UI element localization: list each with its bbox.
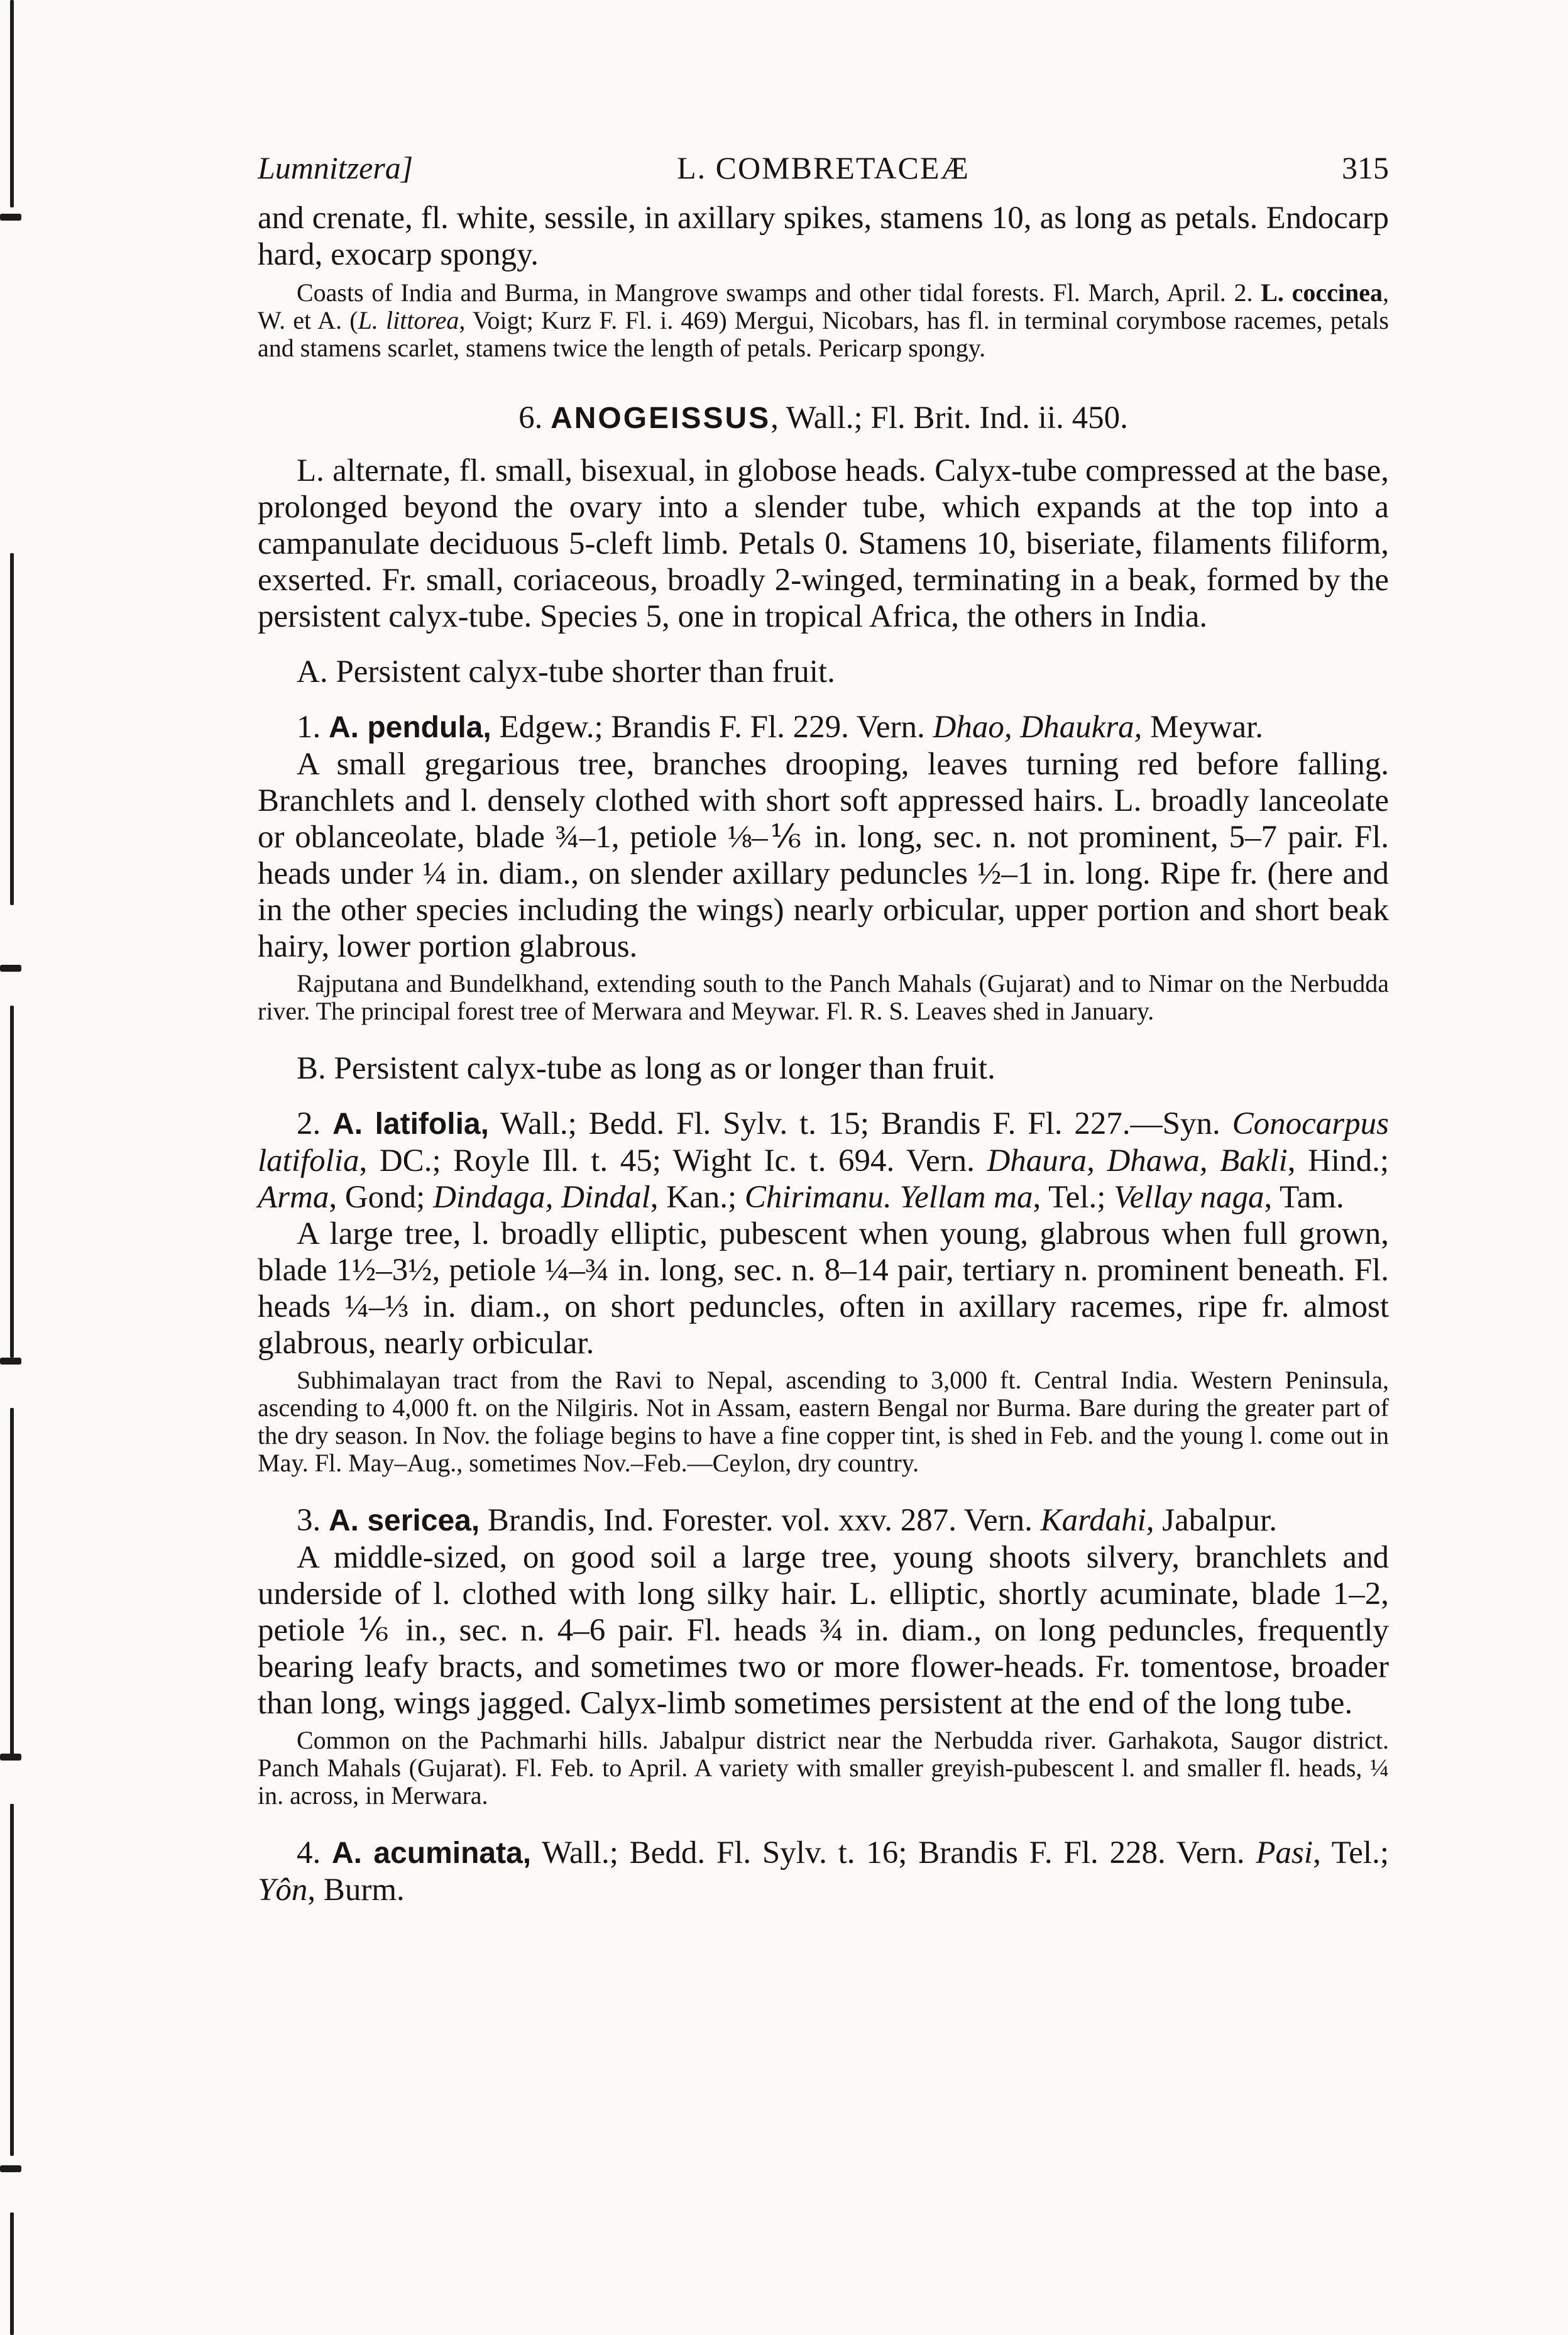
key-b: B. Persistent calyx-tube as long as or longer than fruit. bbox=[297, 1051, 995, 1086]
genus-description: L. alternate, fl. small, bisexual, in globose heads. Calyx-tube compressed at the base, prolonged beyond the ovary into a slender tube, which expands at the top into a campanulate deciduous 5-cleft limb. Petals 0. Stamens 10, biseriate, filaments filiform, exserted. Fr. small, coriaceous, broadly 2-winged, terminating in a beak, formed by the persistent calyx-tube. Species 5, one in tropical Africa, the others in India. bbox=[258, 453, 1389, 634]
scan-binding-edge bbox=[0, 0, 25, 2335]
species-2-heading: 2. A. latifolia, Wall.; Bedd. Fl. Sylv. t. 15; Brandis F. Fl. 227.—Syn. Conocarpus latifolia, DC.; Royle Ill. t. 45; Wight Ic. t. 694. Vern. Dhaura, Dhawa, Bakli, Hind.; Arma, Gond; Dindaga, Dindal, Kan.; Chirimanu. Yellam ma, Tel.; Vellay naga, Tam. bbox=[258, 1106, 1390, 1215]
species-1-note: Rajputana and Bundelkhand, extending south to the Panch Mahals (Gujarat) and to Nimar on the Nerbudda river. The principal forest tree of Merwara and Meywar. Fl. R. S. Leaves shed in January. bbox=[258, 969, 1389, 1025]
species-2-note: Subhimalayan tract from the Ravi to Nepal, ascending to 3,000 ft. Central India. Western Peninsula, ascending to 4,000 ft. on the Nilgiris. Not in Assam, eastern Bengal nor Burma. Bare during the greater part of the dry season. In Nov. the foliage begins to have a fine copper tint, is shed in Feb. and the young l. come out in May. Fl. May–Aug., sometimes Nov.–Feb.—Ceylon, dry country. bbox=[258, 1366, 1389, 1477]
species-3-note: Common on the Pachmarhi hills. Jabalpur district near the Nerbudda river. Garhakota, Saugor district. Panch Mahals (Gujarat). Fl. Feb. to April. A variety with smaller greyish-pubescent l. and smaller fl. heads, ¼ in. across, in Merwara. bbox=[258, 1726, 1389, 1810]
continuation-note: Coasts of India and Burma, in Mangrove swamps and other tidal forests. Fl. March, April. 2. L. coccinea, W. et A. (L. littorea, Voigt; Kurz F. Fl. i. 469) Mergui, Nicobars, has fl. in terminal corymbose racemes, petals and stamens scarlet, stamens twice the length of petals. Pericarp spongy. bbox=[258, 278, 1389, 362]
species-1-name: A. pendula, bbox=[329, 711, 491, 744]
species-3-name: A. sericea, bbox=[329, 1504, 480, 1537]
genus-name: ANOGEISSUS bbox=[551, 402, 771, 435]
species-1-heading: 1. A. pendula, Edgew.; Brandis F. Fl. 229. Vern. Dhao, Dhaukra, Meywar. bbox=[297, 710, 1264, 745]
page-number: 315 bbox=[1342, 150, 1389, 185]
species-1-description: A small gregarious tree, branches drooping, leaves turning red before falling. Branchlets and l. densely clothed with short soft appressed hairs. L. broadly lanceolate or oblanceolate, blade ¾–1, petiole ⅛–⅙ in. long, sec. n. not prominent, 5–7 pair. Fl. heads under ¼ in. diam., on slender axillary peduncles ½–1 in. long. Ripe fr. (here and in the other species including the wings) nearly orbicular, upper portion and short beak hairy, lower portion glabrous. bbox=[258, 747, 1389, 964]
running-header bbox=[258, 150, 1389, 194]
species-3-heading: 3. A. sericea, Brandis, Ind. Forester. vol. xxv. 287. Vern. Kardahi, Jabalpur. bbox=[297, 1503, 1277, 1538]
header-left: Lumnitzera] bbox=[258, 150, 414, 185]
note-species-name: L. coccinea bbox=[1261, 278, 1383, 307]
page bbox=[258, 150, 1389, 1908]
species-3-description: A middle-sized, on good soil a large tree, young shoots silvery, branchlets and underside of l. clothed with long silky hair. L. elliptic, shortly acuminate, blade 1–2, petiole ⅙ in., sec. n. 4–6 pair. Fl. heads ¾ in. diam., on long peduncles, frequently bearing leafy bracts, and sometimes two or more flower-heads. Fr. tomentose, broader than long, wings jagged. Calyx-limb sometimes persistent at the end of the long tube. bbox=[258, 1540, 1389, 1721]
continuation-text: and crenate, fl. white, sessile, in axillary spikes, stamens 10, as long as petals. Endocarp hard, exocarp spongy. bbox=[258, 201, 1389, 272]
header-center: L. COMBRETACEÆ bbox=[677, 150, 970, 185]
species-4-name: A. acuminata, bbox=[332, 1837, 532, 1870]
species-2-name: A. latifolia, bbox=[332, 1107, 489, 1141]
key-a: A. Persistent calyx-tube shorter than fruit. bbox=[297, 654, 835, 690]
species-4-heading: 4. A. acuminata, Wall.; Bedd. Fl. Sylv. t. 16; Brandis F. Fl. 228. Vern. Pasi, Tel.; Yôn, Burm. bbox=[258, 1835, 1389, 1908]
species-2-description: A large tree, l. broadly elliptic, pubescent when young, glabrous when full grown, blade 1½–3½, petiole ¼–¾ in. long, sec. n. 8–14 pair, tertiary n. prominent beneath. Fl. heads ¼–⅓ in. diam., on short peduncles, often in axillary racemes, ripe fr. almost glabrous, nearly orbicular. bbox=[258, 1216, 1389, 1361]
genus-heading: 6. ANOGEISSUS, Wall.; Fl. Brit. Ind. ii. 450. bbox=[518, 400, 1128, 436]
